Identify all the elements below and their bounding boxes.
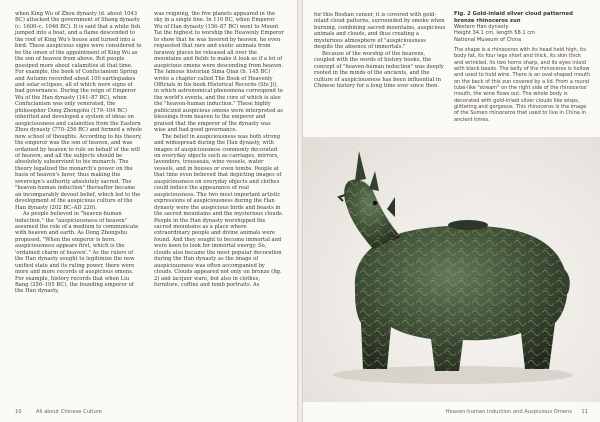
caption-title: Fig. 2 Gold-inlaid silver cloud patterned bronze rhinoceros zun	[454, 11, 573, 24]
paragraph: Because of the worship of the heavens, coupled with the words of history books, the concept of "heaven-human induction" was deeply rooted in the minds of the ancients, and the culture of auspiciousness has been influential in Chinese history for a long time ever since then.	[314, 50, 444, 89]
paragraph: The belief in auspiciousness was both strong and widespread during the Han dynasty, with images of auspiciousness commonly decorated on everyday objects such as carriages, mirrors, lavenders, trousseau, wine vessels, water vessels, and in houses or even tombs. People at that time even believed that depicting images of auspiciousness on everyday objects and clothes could induce the appearance of real auspiciousness. The two most important artistic expressions of auspiciousness during the Han dynasty were the auspicious birds and beasts in the sacred mountains and the mysterious clouds. People in the Han dynasty worshipped the sacred mountains as a place where extraordinary people and divine animals were found. And they sought to become immortal and were keen to look for immortal energy. So, clouds also became the most popular decoration during the Han dynasty as the image of auspiciousness was often accompanied by clouds. Clouds appeared not only on bronze (fig. 2) and lacquer ware, but also in clothes, furniture, coffins and tomb portraits. As	[154, 133, 284, 289]
running-title: Heaven-human Induction and Auspicious Omens	[445, 409, 572, 415]
rhinoceros-head	[339, 151, 401, 249]
paragraph: for this Boshan censer, it is covered with gold-inlaid cloud patterns, surrounded by smoke when burning, combining sacred mountains, auspicious animals and clouds, and thus creating a mysterious atmosphere of "auspiciousness despite the absence of immortals."	[314, 12, 446, 51]
page-number: 11	[581, 409, 588, 415]
right-page	[303, 0, 600, 422]
paragraph: As people believed in "heaven-human induction," the "auspiciousness of heaven" assumed the role of a medium to communicate with heaven and earth. As Dong Zhongshu proposed, "When the emperor is born, auspiciousness appears first, which is the 'ordained charm of heaven'." As the rulers of the Han dynasty sought to legitimize the new unified state and its ruling power, there were more and more records of auspicious omens. For example, history records that when Liu Bang (256–195 BC), the founding emperor of the Han dynasty,	[15, 211, 139, 295]
left-page-column-2	[154, 11, 284, 288]
left-page	[0, 0, 297, 422]
caption-collection: National Museum of China	[454, 36, 522, 43]
rhinoceros-zun-photo	[303, 137, 600, 402]
left-page-column-1	[15, 11, 143, 295]
caption-dimensions: Height 34.1 cm, length 58.1 cm	[454, 30, 535, 37]
figure-rhinoceros-zun	[303, 137, 600, 402]
caption-period: Western Han dynasty	[454, 24, 509, 30]
paragraph: was reigning, the five planets appeared in the sky in a single line. In 110 BC, when Emperor Wu of Han dynasty (156–87 BC) went to Mount Tai the highest to worship the Heavenly Emperor to show that he was favored by heaven, he even requested that rare and exotic animals from faraway places be released all over the mountains and fields to make it look as if a lot of auspicious omens were descending from heaven. The famous historian Sima Qian (b. 145 BC) wrote a chapter called The Book of Heavenly Officials in his book Historical Records (Shi Ji), in which astronomical phenomena correspond to the world's events, and the core of which is also the "heaven-human induction." These highly publicized auspicious omens were interpreted as blessings from heaven to the emperor and praised that the emperor of the dynasty was wise and had good governance.	[154, 11, 284, 134]
figure-caption	[454, 11, 592, 123]
paragraph: when King Wu of Zhou dynasty (d. about 1043 BC) attacked the government of Shang dynasty (c. 1600–c. 1046 BC). It is said that a white fish jumped into a boat, and a flame descended to the roof of King Wu's house and turned into a bird. These auspicious signs were considered to be the omen of the appointment of King Wu as the son of heaven from above. But people gossiped more about calamities at that time. For example, the book of Confucianism Spring and Autumn recorded about 100 earthquakes and solar eclipses, all of which were signs of bad governance. During the reign of Emperor Wu of the Han dynasty (141–87 BC), when Confucianism was only venerated, the philosopher Dong Zhongshu (179–104 BC) inherited and developed a system of ideas on auspiciousness and calamities from the Eastern Zhou dynasty (770–256 BC) and formed a whole new school of thoughts. According to his theory, the emperor was the son of heaven, and was ordained by heaven to rule on behalf of the will of heaven, and all the subjects should be absolutely subservient to his monarch. The theory legalized the monarch's power on the basis of heaven's favor, thus making the sovereign's authority absolutely sacred. The "heaven-human induction" thereafter became an incomparably devout belief, which led to the development of the auspicious culture of the Han dynasty (202 BC–AD 220).	[15, 11, 142, 211]
caption-description: The shape is a rhinoceros with its head held high, its body fat, its four legs short and thick, its skin thick and wrinkled, its two horns sharp, and its eyes inlaid with black beads. The belly of the rhinoceros is hollow and used to hold wine. There is an oval-shaped mouth on the back of this zun covered by a lid. From a round tube-like "stream" on the right side of the rhinoceros' mouth, the wine flows out. The whole body is decorated with gold-inlaid silver clouds like wisps, glittering and gorgeous. This rhinoceros is the image of the Sumen rhinoceros that used to live in China in ancient times.	[454, 46, 591, 123]
right-page-column-1	[314, 12, 446, 89]
running-title: All about Chinese Culture	[36, 409, 102, 415]
page-number: 10	[15, 409, 22, 415]
